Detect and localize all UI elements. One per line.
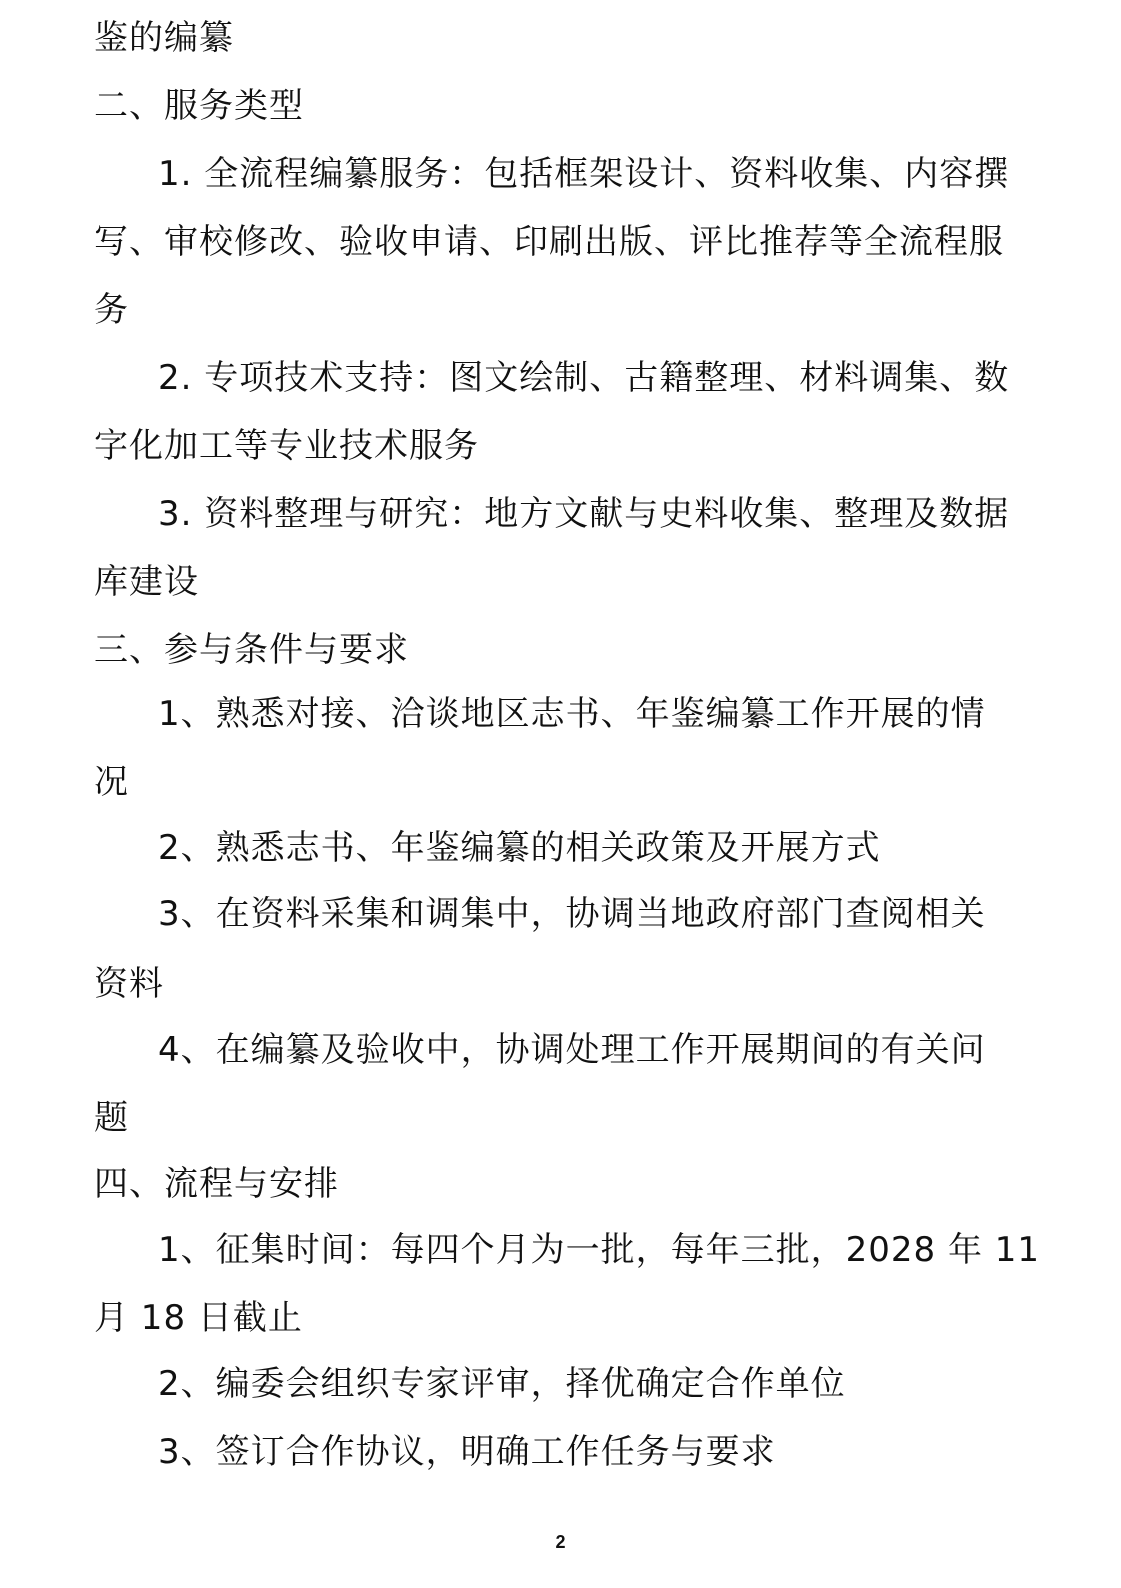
service-item-2-cont: 字化加工等专业技术服务 (94, 426, 479, 466)
service-item-3: 3. 资料整理与研究：地方文献与史料收集、整理及数据 (158, 494, 1010, 534)
service-item-1: 1. 全流程编纂服务：包括框架设计、资料收集、内容撰 (158, 154, 1010, 194)
requirement-item-4-cont: 题 (94, 1098, 129, 1138)
page-number: 2 (555, 1532, 566, 1552)
service-item-2: 2. 专项技术支持：图文绘制、古籍整理、材料调集、数 (158, 358, 1010, 398)
requirement-item-2: 2、熟悉志书、年鉴编纂的相关政策及开展方式 (158, 828, 881, 868)
requirement-item-4: 4、在编纂及验收中，协调处理工作开展期间的有关问 (158, 1030, 986, 1070)
service-item-1-cont: 务 (94, 290, 129, 330)
section-heading-process: 四、流程与安排 (94, 1164, 339, 1204)
section-heading-requirements: 三、参与条件与要求 (94, 630, 409, 670)
requirement-item-3-cont: 资料 (94, 964, 164, 1004)
process-item-1-cont: 月 18 日截止 (94, 1298, 303, 1338)
process-item-1: 1、征集时间：每四个月为一批，每年三批，2028 年 11 (158, 1230, 1041, 1270)
text-line-continuation: 鉴的编纂 (94, 18, 234, 58)
requirement-item-3: 3、在资料采集和调集中，协调当地政府部门查阅相关 (158, 894, 986, 934)
process-item-3: 3、签订合作协议，明确工作任务与要求 (158, 1432, 776, 1472)
requirement-item-1-cont: 况 (94, 762, 129, 802)
service-item-1-cont: 写、审校修改、验收申请、印刷出版、评比推荐等全流程服 (94, 222, 1004, 262)
service-item-3-cont: 库建设 (94, 562, 199, 602)
section-heading-service-types: 二、服务类型 (94, 86, 304, 126)
process-item-2: 2、编委会组织专家评审，择优确定合作单位 (158, 1364, 846, 1404)
requirement-item-1: 1、熟悉对接、洽谈地区志书、年鉴编纂工作开展的情 (158, 694, 986, 734)
